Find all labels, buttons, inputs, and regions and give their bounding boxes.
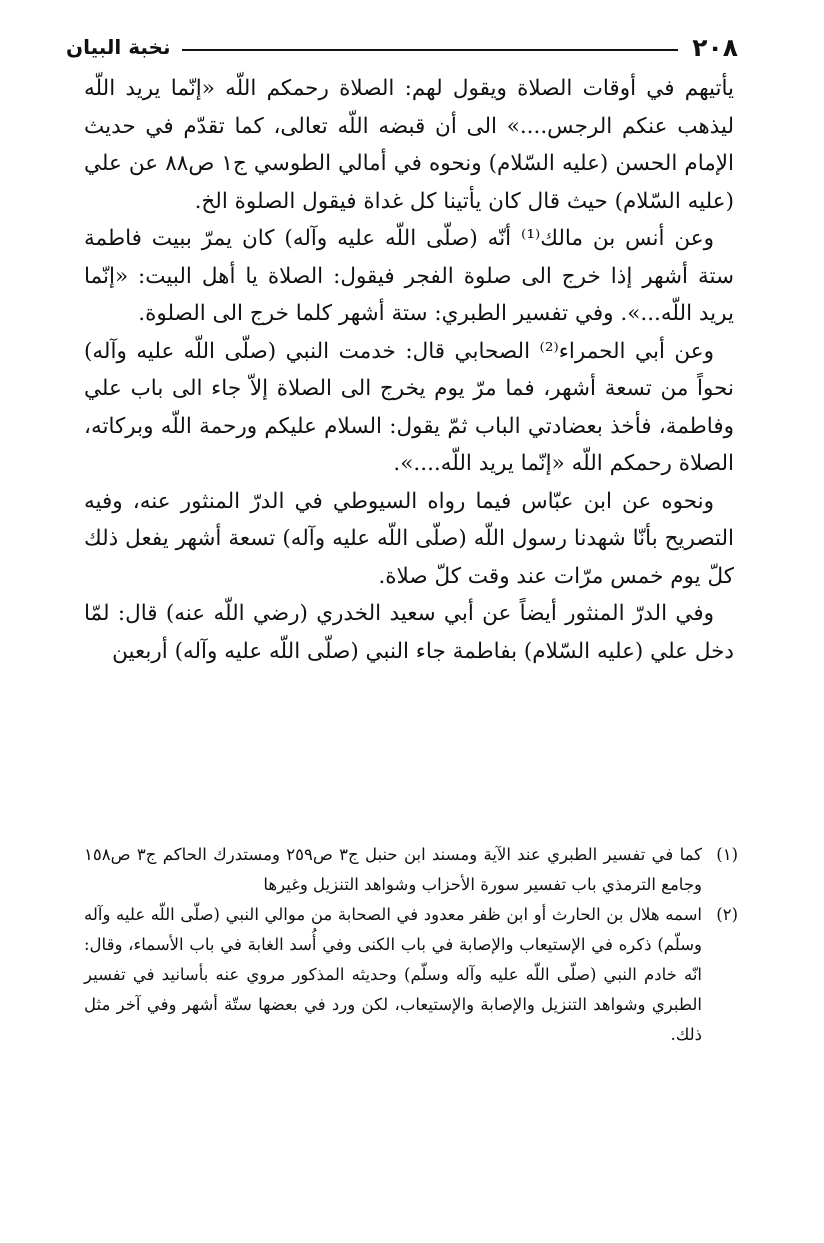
header-rule — [182, 49, 678, 51]
footnote — [84, 840, 738, 900]
main-text — [84, 70, 734, 670]
footnote-number: (٢) — [716, 905, 738, 924]
footnotes — [84, 840, 738, 1050]
paragraph: يأتيهم في أوقات الصلاة ويقول لهم: الصلاة رحمكم اللّه «إنّما يريد اللّه ليذهب عنكم الرجس....» الى أن قبضه اللّه تعالى، كما تقدّم في حديث الإمام الحسن (عليه السّلام) ونحوه في أمالي الطوسي ج١ ص٨٨ عن علي (عليه السّلام) حيث قال كان يأتينا كل غداة فيقول الصلوة الخ. — [84, 76, 735, 214]
paragraph: ونحوه عن ابن عبّاس فيما رواه السيوطي في الدرّ المنثور عنه، وفيه التصريح بأنّا شهدنا رسول اللّه (صلّى اللّه عليه وآله) تسعة أشهر يفعل ذلك كلّ يوم خمس مرّات عند وقت كلّ صلاة. — [84, 488, 734, 589]
paragraph: وفي الدرّ المنثور أيضاً عن أبي سعيد الخدري (رضي اللّه عنه) قال: لمّا دخل علي (عليه السّلام) بفاطمة جاء النبي (صلّى اللّه عليه وآله) أربعين — [84, 601, 734, 664]
paragraph: وعن أنس بن مالك⁽¹⁾ أنّه (صلّى اللّه عليه وآله) كان يمرّ ببيت فاطمة ستة أشهر إذا خرج الى صلوة الفجر فيقول: الصلاة يا أهل البيت: «إنّما يريد اللّه...». وفي تفسير الطبري: ستة أشهر كلما خرج الى الصلوة. — [84, 226, 734, 326]
footnote-text: اسمه هلال بن الحارث أو ابن ظفر معدود في الصحابة من موالي النبي (صلّى اللّه عليه وآله وسلّم) ذكره في الإستيعاب والإصابة في باب الكنى وفي أُسد الغابة في باب الأسماء، وقال: انّه خادم النبي (صلّى اللّه عليه وآله وسلّم) وحديثه المذكور مروي عنه بأسانيد في تفسير الطبري وشواهد التنزيل والإصابة والإستيعاب، لكن ورد في بعضها ستّة أشهر وفي آخر مثل ذلك. — [84, 905, 702, 1044]
page-number: ٢٠٨ — [692, 32, 738, 62]
footnote-text: كما في تفسير الطبري عند الآية ومسند ابن حنبل ج٣ ص٢٥٩ ومستدرك الحاكم ج٣ ص١٥٨ وجامع الترمذي باب تفسير سورة الأحزاب وشواهد التنزيل وغيرها — [84, 845, 702, 894]
footnote-number: (١) — [716, 845, 738, 864]
page-header — [66, 30, 738, 64]
footnote — [84, 900, 738, 1050]
running-title: نخبة البيان — [66, 35, 171, 59]
paragraph: وعن أبي الحمراء⁽²⁾ الصحابي قال: خدمت النبي (صلّى اللّه عليه وآله) نحواً من تسعة أشهر، فما مرّ يوم يخرج الى الصلاة إلاّ جاء الى باب علي وفاطمة، فأخذ بعضادتي الباب ثمّ يقول: السلام عليكم ورحمة اللّه وبركاته، الصلاة رحمكم اللّه «إنّما يريد اللّه....». — [84, 338, 734, 476]
